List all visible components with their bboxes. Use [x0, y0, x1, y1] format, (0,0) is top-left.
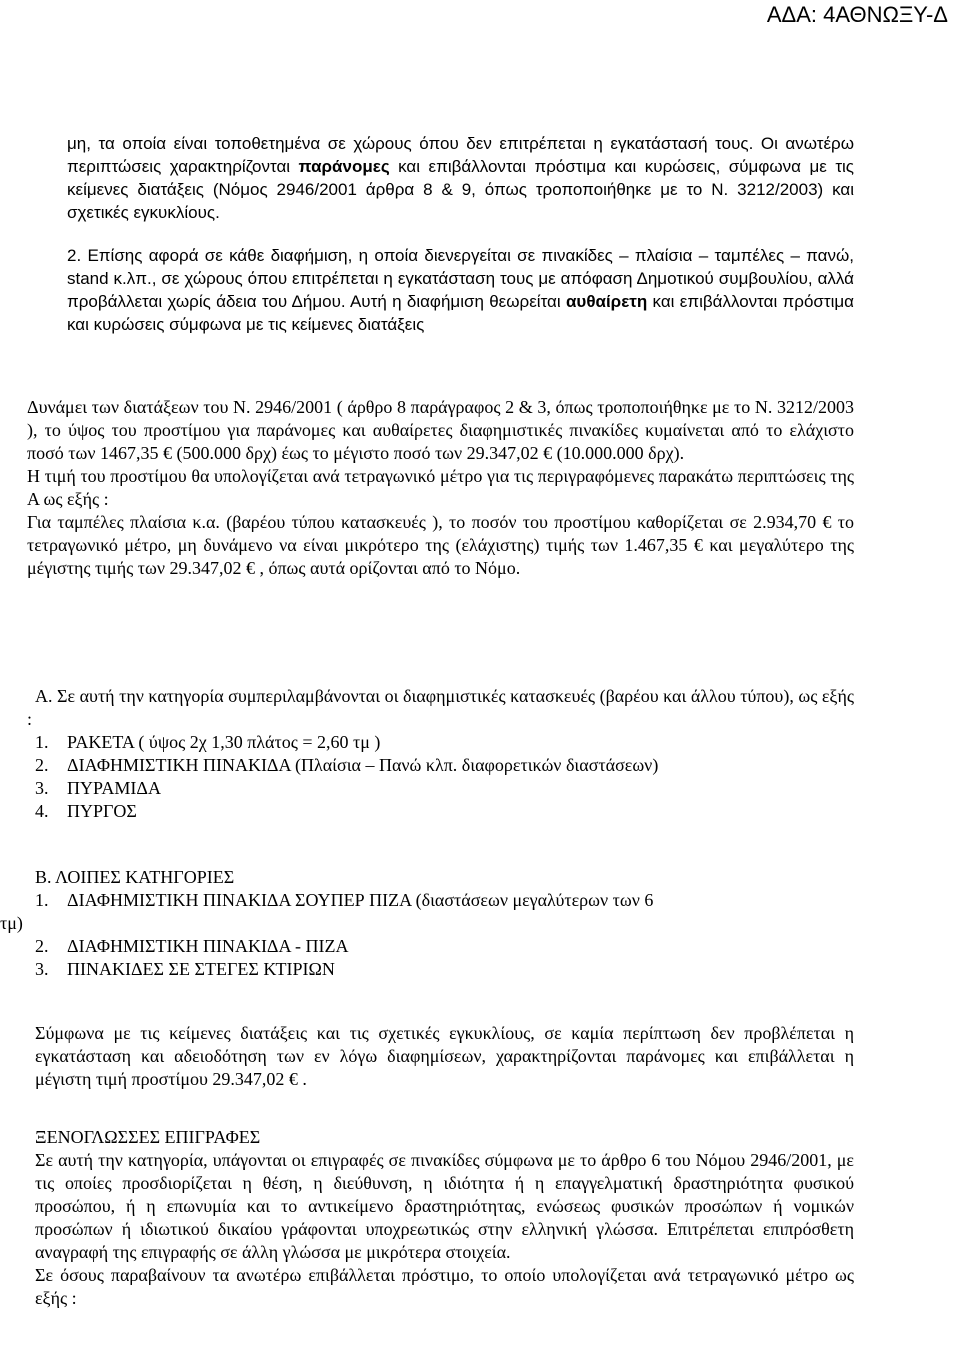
- list-item-number: 4.: [35, 801, 49, 821]
- list-item-number: 1.: [35, 732, 49, 752]
- list-item-text: ΔΙΑΦΗΜΙΣΤΙΚΗ ΠΙΝΑΚΙΔΑ - ΠΙΖΑ: [67, 936, 349, 956]
- list-item-text: ΠΥΡΓΟΣ: [67, 801, 137, 821]
- section-a-intro: Α. Σε αυτή την κατηγορία συμπεριλαμβάνονται οι διαφημιστικές κατασκευές (βαρέου και άλλου τύπου), ως εξής :: [27, 686, 854, 729]
- list-item-number: 3.: [35, 959, 49, 979]
- section-b-title: [27, 866, 854, 889]
- list-item-text-wrap: τμ): [0, 913, 23, 933]
- illegal-max-fine-text: Σύμφωνα με τις κείμενες διατάξεις και τις σχετικές εγκυκλίους, σε καμία περίπτωση δεν προβλέπεται η εγκατάσταση και αδειοδότηση των εν λόγω διαφημίσεων, χαρακτηρίζονται παράνομες και επιβάλλεται η μέγιστη τιμή προστίμου 29.347,02 € .: [35, 1023, 854, 1089]
- p1-text-before: μη, τα οποία είναι τοποθετημένα σε χώρους όπου δεν επιτρέπεται η εγκατάστασή τους. Οι ανωτέρω περιπτώσεις χαρακτηρίζονται: [67, 134, 854, 176]
- paragraph-arbitrary-signs: [67, 244, 854, 336]
- list-item-wrap: [0, 912, 854, 935]
- illegal-max-fine-paragraph: [35, 1022, 854, 1091]
- ada-document-id: ΑΔΑ: 4ΑΘΝΩΞΥ-Δ: [766, 2, 948, 27]
- p2-bold-arbitrary: αυθαίρετη: [565, 292, 648, 311]
- fines-section: [27, 396, 854, 580]
- p1-bold-illegal: παράνομες: [298, 157, 390, 176]
- heavy-signs-paragraph: Για ταμπέλες πλαίσια κ.α. (βαρέου τύπου κατασκευές ), το ποσόν του προστίμου καθορίζεται σε 2.934,70 € το τετραγωνικό μέτρο, μη δυνάμενο να είναι μικρότερο της (ελάχιστης) τιμής των 1.467,35 € και μεγαλύτερο της μέγιστης τιμής των 29.347,02 € , όπως αυτά ορίζονται από το Νόμο.: [27, 512, 854, 578]
- paragraph-illegal-signs: [67, 132, 854, 224]
- section-b-title-text: Β. ΛΟΙΠΕΣ ΚΑΤΗΓΟΡΙΕΣ: [35, 867, 235, 887]
- foreign-signs-title: ΞΕΝΟΓΛΩΣΣΕΣ ΕΠΙΓΡΑΦΕΣ: [35, 1127, 261, 1147]
- p2-text-before: Επίσης αφορά σε κάθε διαφήμιση, η οποία διενεργείται σε πινακίδες – πλαίσια – ταμπέλες – πανώ, stand κ.λπ., σε χώρους όπου επιτρέπεται η εγκατάσταση τους με απόφαση Δημοτικού συμβουλίου, αλλά προβάλλεται χωρίς άδεια του Δήμου. Αυτή η διαφήμιση θεωρείται: [67, 246, 854, 311]
- list-item: [27, 800, 854, 823]
- foreign-signs-section: [35, 1126, 854, 1310]
- list-item: [27, 958, 854, 981]
- foreign-signs-fine: Σε όσους παραβαίνουν τα ανωτέρω επιβάλλεται πρόστιμο, το οποίο υπολογίζεται ανά τετραγωνικό μέτρο ως εξής :: [35, 1265, 854, 1308]
- section-a: [27, 685, 854, 823]
- list-item-number: 2.: [35, 755, 49, 775]
- list-item: [27, 731, 854, 754]
- list-item-text: ΠΙΝΑΚΙΔΕΣ ΣΕ ΣΤΕΓΕΣ ΚΤΙΡΙΩΝ: [67, 959, 335, 979]
- list-item: [27, 935, 854, 958]
- list-item-text: ΡΑΚΕΤΑ ( ύψος 2χ 1,30 πλάτος = 2,60 τμ ): [67, 732, 381, 752]
- fine-range-paragraph: Δυνάμει των διατάξεων του Ν. 2946/2001 ( άρθρο 8 παράγραφος 2 & 3, όπως τροποποιήθηκε με το Ν. 3212/2003 ), το ύψος του προστίμου για παράνομες και αυθαίρετες διαφημιστικές πινακίδες κυμαίνεται από το ελάχιστο ποσό των 1467,35 € (500.000 δρχ) έως το μέγιστο ποσό των 29.347,02 € (10.000.000 δρχ).: [27, 397, 854, 463]
- p1-text-after: και επιβάλλονται πρόστιμα και κυρώσεις, σύμφωνα με τις κείμενες διατάξεις (Νόμος 2946/2001 άρθρα 8 & 9, όπως τροποποιήθηκε με το Ν. 3212/2003) και σχετικές εγκυκλίους.: [67, 157, 854, 222]
- list-item-text: ΔΙΑΦΗΜΙΣΤΙΚΗ ΠΙΝΑΚΙΔΑ ΣΟΥΠΕΡ ΠΙΖΑ (διαστάσεων μεγαλύτερων των 6: [67, 890, 654, 910]
- section-b: [0, 866, 854, 981]
- list-item-number: 1.: [35, 890, 49, 910]
- list-item-number: 2.: [35, 936, 49, 956]
- p2-text-after: και επιβάλλονται πρόστιμα και κυρώσεις σύμφωνα με τις κείμενες διατάξεις: [67, 292, 854, 334]
- list-item: [27, 754, 854, 777]
- list-item: [27, 777, 854, 800]
- list-item: [27, 889, 854, 912]
- list-item-number: 3.: [35, 778, 49, 798]
- list-item-text: ΠΥΡΑΜΙΔΑ: [67, 778, 161, 798]
- per-sqm-paragraph: Η τιμή του προστίμου θα υπολογίζεται ανά τετραγωνικό μέτρο για τις περιγραφόμενες παρακάτω περιπτώσεις της Α ως εξής :: [27, 466, 854, 509]
- foreign-signs-body: Σε αυτή την κατηγορία, υπάγονται οι επιγραφές σε πινακίδες σύμφωνα με το άρθρο 6 του Νόμου 2946/2001, με τις οποίες προσδιορίζεται η θέση, η διεύθυνση, η ιδιότητα ή η επαγγελματική δραστηριότητα φυσικού προσώπου, ή η επωνυμία και το αντικείμενο δραστηριότητας, ενώσεως φυσικών προσώπων ή νομικών προσώπων ή ιδιωτικού δικαίου γράφονται υποχρεωτικώς στην ελληνική γλώσσα. Επιτρέπεται επιπρόσθετη αναγραφή της επιγραφής σε άλλη γλώσσα με μικρότερα στοιχεία.: [35, 1150, 854, 1262]
- p2-number: 2.: [67, 246, 82, 265]
- list-item-text: ΔΙΑΦΗΜΙΣΤΙΚΗ ΠΙΝΑΚΙΔΑ (Πλαίσια – Πανώ κλπ. διαφορετικών διαστάσεων): [67, 755, 659, 775]
